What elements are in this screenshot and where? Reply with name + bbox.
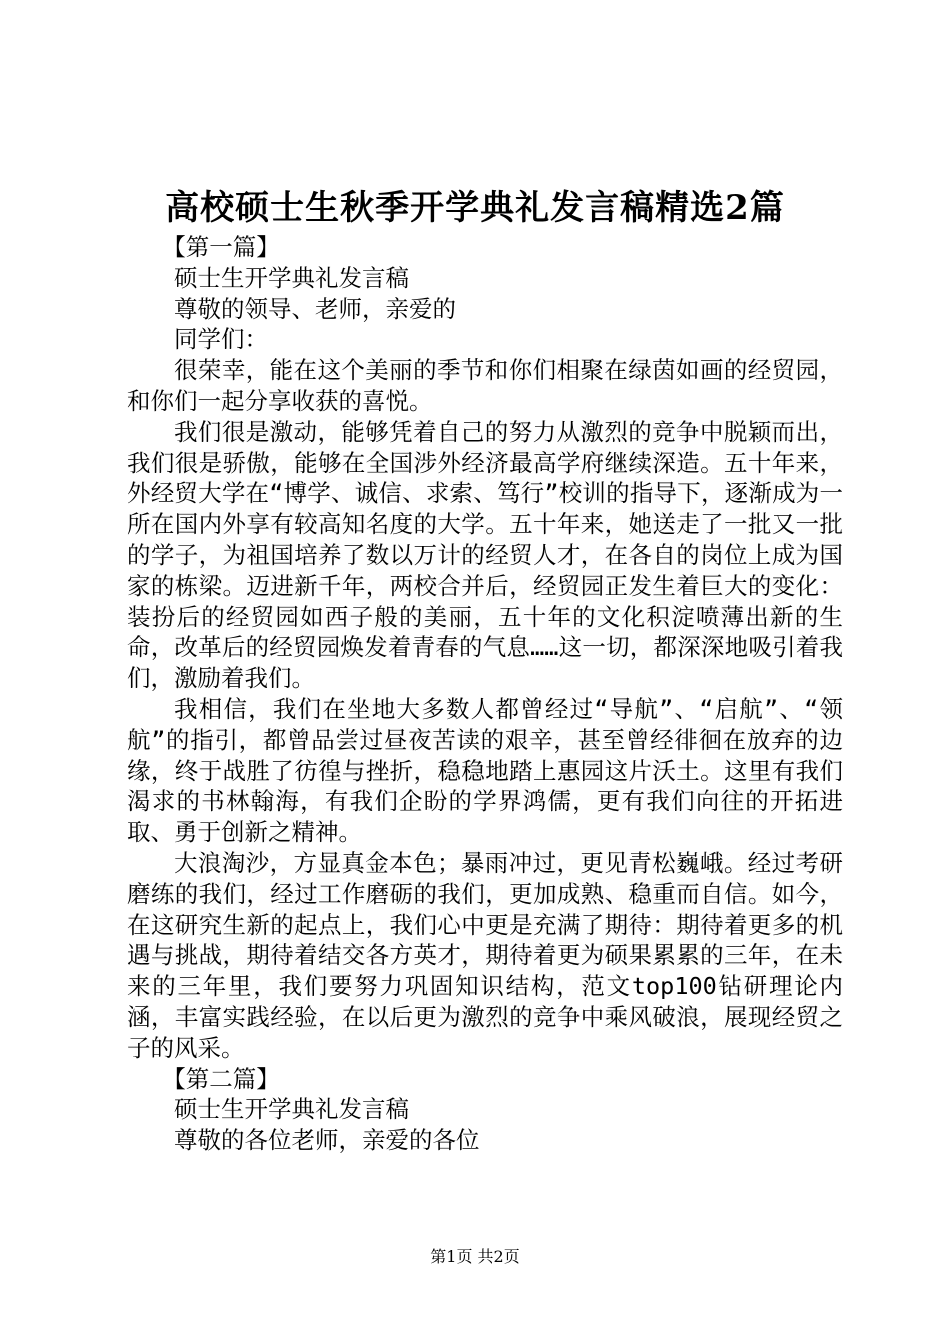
section-2-salutation-line-1: 尊敬的各位老师，亲爱的各位 — [174, 1126, 480, 1155]
paragraph-1: 很荣幸，能在这个美丽的季节和你们相聚在绿茵如画的经贸园，和你们一起分享收获的喜悦。 — [127, 356, 843, 415]
paragraph-4: 大浪淘沙，方显真金本色；暴雨冲过，更见青松巍峨。经过考研磨练的我们，经过工作磨砺的我们，更加成熟、稳重而自信。如今，在这研究生新的起点上，我们心中更是充满了期待：期待着更多的机遇与挑战，期待着结交各方英才，期待着更为硕果累累的三年，在未来的三年里，我们要努力巩固知识结构，范文top100钻研理论内涵，丰富实践经验，在以后更为激烈的竞争中乘风破浪，展现经贸之子的风采。 — [127, 848, 843, 1062]
section-1-salutation-line-1: 尊敬的领导、老师，亲爱的 — [174, 294, 456, 323]
section-1-heading: 【第一篇】 — [162, 233, 280, 261]
section-2-heading: 【第二篇】 — [162, 1064, 280, 1093]
page-footer: 第1页 共2页 — [430, 1247, 520, 1266]
document-title: 高校硕士生秋季开学典礼发言稿精选2篇 — [165, 188, 785, 228]
document-body — [127, 232, 843, 1156]
section-1-salutation-line-2: 同学们： — [174, 325, 268, 354]
section-2-subtitle: 硕士生开学典礼发言稿 — [174, 1095, 409, 1124]
paragraph-2: 我们很是激动，能够凭着自己的努力从激烈的竞争中脱颖而出，我们很是骄傲，能够在全国涉外经济最高学府继续深造。五十年来，外经贸大学在“博学、诚信、求索、笃行”校训的指导下，逐渐成为一所在国内外享有较高知名度的大学。五十年来，她送走了一批又一批的学子，为祖国培养了数以万计的经贸人才，在各自的岗位上成为国家的栋梁。迈进新千年，两校合并后，经贸园正发生着巨大的变化：装扮后的经贸园如西子般的美丽，五十年的文化积淀喷薄出新的生命，改革后的经贸园焕发着青春的气息……这一切，都深深地吸引着我们，激励着我们。 — [127, 417, 843, 693]
section-1-subtitle: 硕士生开学典礼发言稿 — [174, 263, 409, 292]
paragraph-3: 我相信，我们在坐地大多数人都曾经过“导航”、“启航”、“领航”的指引，都曾品尝过昼夜苦读的艰辛，甚至曾经徘徊在放弃的边缘，终于战胜了彷徨与挫折，稳稳地踏上惠园这片沃土。这里有我们渴求的书林翰海，有我们企盼的学界鸿儒，更有我们向往的开拓进取、勇于创新之精神。 — [127, 694, 843, 847]
